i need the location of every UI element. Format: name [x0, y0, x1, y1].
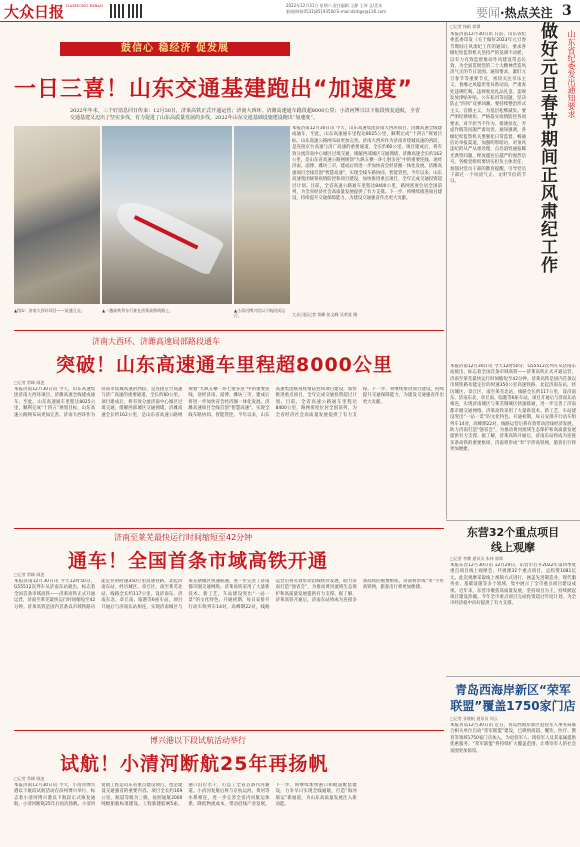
story4-kicker: 博兴港以下段试航活动举行	[150, 736, 246, 745]
lead-photos	[14, 126, 290, 326]
photo-river-navigation	[234, 126, 290, 304]
lead-headline: 一日三喜！山东交通基建跑出“加速度”	[14, 77, 413, 102]
story2-byline: □记者 常峰 顾凌	[14, 380, 45, 385]
story3-headline: 通车！全国首条市域高铁开通	[68, 550, 329, 572]
newspaper-logo: 大众日报	[4, 3, 65, 21]
sidebar-story3-title-2: 联盟”覆盖1750家门店	[450, 699, 576, 713]
contact-info: 新闻热线(0531)85193500 E-mail:dzrbgx@126.com	[286, 9, 386, 14]
sidebar-story2-title-1: 东营32个重点项目	[466, 526, 560, 539]
story3-kicker: 济南至莱芜最快运行时间缩短至42分钟	[114, 533, 253, 542]
sidebar-story3-byline: □记者 张晓帆 通讯员 刘云	[450, 716, 498, 721]
lead-continuation: 本报济南12月30日讯 今天，山东高速集团济南大西环项目、济潍高速全线建成通车，至此，山东高速通车里程达8025公里，顺利完成“十四五”规划目标，山东高速公路网布局更加完善。济南大西环作为济南市绕城高速的西段，是连接京台高速与济广高速的重要通道，全长约60公里。项目建成后，将有效分流济南中心城区过境交通，缓解西部城区交通拥堵。济潍高速全长约162公里，是山东省高速公路网规划“九纵五横一环七射多连”中的重要连线，途经济南、淄博、潍坊三市，建成后将进一步加快省会经济圈一体化发展。济潍高速项目全线首创“智慧高速”，实现全线车路协同、智能管控。今年以来，山东高速集团统筹疫情防控和项目建设，加快推进重点项目，全年完成交通投资超过计划。目前，全省高速公路通车里程达8400公里，路网密度位居全国前列，为全省经济社会高质量发展提供了有力支撑。下一步，将继续推进项目建设，持续提升交通保障能力，为建设交通强省作出更大贡献。	[292, 126, 442, 202]
sidebar-divider-2	[446, 676, 580, 677]
photo-caption-1: ▲图①：济南大西环项目——某通互交。	[14, 308, 85, 313]
photo-high-speed-train	[102, 126, 232, 304]
photo-byline: 大众日报记者 常峰 张文峰 吴荣欣 摄	[292, 312, 358, 317]
divider	[14, 330, 444, 331]
story3-byline: □记者 常峰 顾凌	[14, 572, 45, 577]
sidebar-story2-byline: □记者 李鹏 通讯员 朱林 郭谭	[450, 556, 503, 561]
sidebar-story3-title-1: 青岛西海岸新区“荣军	[455, 683, 571, 697]
sidebar-story2-title-2: 线上观摩	[491, 541, 535, 554]
story4-byline: □记者 常峰 顾凌	[14, 776, 45, 781]
page-number: 3	[562, 3, 572, 19]
lead-lede: 2022年年末，三个好消息同日传来：12月30日，济莱高铁正式开通运营；济南大西环、济潍高速通车路段超8000公里；小清河博兴以下航段恢复通航，全省交通基建又迈出了坚实步伐，有力促进了山东高质量发展的步伐，2022年山东交通基础设施建设跑出“加速度”。	[70, 108, 420, 121]
issue-date: 2022年12月31日 星期六 责任编辑 王静 王坤 文/美术	[286, 3, 383, 8]
divider-2	[14, 528, 444, 529]
sidebar-vertical-subtitle: 山东省纪委发出通知要求	[567, 30, 576, 118]
photo-caption-2: ▲一趟高铁列车行驶在济莱高铁线路上。	[102, 308, 174, 313]
story3-body: 本报济南12月30日讯 今天12时50分，G55512次列车从济南东站驶出，标志着全国首条市域高铁——济莱高铁正式开通运营，济南至莱芜最快运行时间缩短至42分钟。济莱高铁是国内首条以市域铁路功能定位的时速350公里高速铁路，北起济南东站，经历城区、章丘区，南至莱芜北站，线路全长约117公里，设济南东、济南东北、章丘南、临港等6座车站。项目开通后与济南东站相连，实现济南城区与莱芜钢城区快速联通，进一步完善了济南都市圈交通网络。济莱高铁采用了大量新技术、新工艺，车站建设突出“一站一景”的文化特色。开通初期，每日安排开行动车组列车14对，高峰期22对，线路运营后将有效带动沿线经济发展，助力济南打造“强省会”，为推动黄河流域生态保护和高质量发展提供有力支撑。据了解，济莱高铁开通后，济南东站将成为连接多条高铁的重要枢纽，济南将形成“米”字形高铁网，旅客出行将更加便捷。	[14, 579, 444, 610]
sidebar-story2-body: 本报东营12月30日讯 12月29日，东营市召开2022年第四季度重点项目线上观摩会，共观摩32个重点项目，总投资1081亿元。此次观摩采取线上视频方式进行，涵盖先进制造业、现代服务业、基础设施等多个领域，集中展示了全市重点项目建设成果。近年来，东营市聚焦高质量发展，坚持项目为王，持续掀起项目建设热潮。今年全市重点项目完成投资超过年度计划，为全市经济稳中向好提供了有力支撑。	[450, 563, 576, 607]
train-shape	[109, 194, 225, 276]
section-label: 要闻·热点关注	[476, 6, 553, 20]
sidebar-divider	[446, 520, 580, 521]
sidebar-story3-body: 本报青岛12月30日讯 近日，青岛西海岸新区退役军人事务局联合相关单位启动“荣军联盟”建设，已吸纳商超、餐饮、医疗、教育等领域1750家门店加入，为退役军人、现役军人及其家属提供优惠服务。“荣军联盟”将持续扩大覆盖范围，让尊崇军人的社会氛围更加浓厚。	[450, 723, 576, 754]
photo-interchange	[14, 126, 100, 304]
sidebar-body: 本报济南12月30日讯 日前，山东省纪委监委印发《关于做好2023年元旦春节期间正风肃纪工作的通知》，要求各级纪检监察机关坚持严的基调不动摇，以有力有效监督推动作风建设常态长效，为全面贯彻党的二十大精神营造风清气正的节日氛围。通知要求，紧盯元旦春节等重要节点，密切关注享乐主义、奢靡之风隐形变异新动向，严肃查处违规吃喝、违规收送礼品礼金、违规发放津贴补贴、公车私用等问题，坚决防止“四风”反弹回潮。要持续整治形式主义、官僚主义，为基层松绑减负。要严明纪律规矩，严格落实疫情防控各项要求，对不担当不作为、推诿扯皮、弄虚作假等问题严肃问责。通知强调，各级纪检监察机关要强化日常监督，畅通信访举报渠道，加强明察暗访，对顶风违纪的从严从重处理，点名道姓通报曝光典型问题，释放越往后越严的强烈信号。各级党组织要切实担负主体责任，加强对党员干部的教育提醒，引导党员干部过一个风清气正、文明节俭的节日。	[450, 32, 526, 185]
sidebar-body-continued: 本报济南12月30日讯 今天12时50分，G55512次列车从济南东站驶出，标志着全国首条市域高铁——济莱高铁正式开通运营，济南至莱芜最快运行时间缩短至42分钟。济莱高铁是国内首条以市域铁路功能定位的时速350公里高速铁路，北起济南东站，经历城区、章丘区，南至莱芜北站，线路全长约117公里，设济南东、济南东北、章丘南、临港等6座车站。项目开通后与济南东站相连，实现济南城区与莱芜钢城区快速联通，进一步完善了济南都市圈交通网络。济莱高铁采用了大量新技术、新工艺，车站建设突出“一站一景”的文化特色。开通初期，每日安排开行动车组列车14对，高峰期22对，线路运营后将有效带动沿线经济发展，助力济南打造“强省会”，为推动黄河流域生态保护和高质量发展提供有力支撑。据了解，济莱高铁开通后，济南东站将成为连接多条高铁的重要枢纽，济南将形成“米”字形高铁网，旅客出行将更加便捷。	[450, 364, 576, 453]
logo-subtitle: DAZHONG RIBAO	[66, 3, 104, 8]
story4-headline: 试航！小清河断航25年再扬帆	[60, 753, 329, 775]
divider-3	[14, 730, 444, 731]
qr-code-icon-2	[128, 4, 142, 18]
story2-headline: 突破！山东高速通车里程超8000公里	[56, 354, 393, 376]
theme-banner: 鼓信心 稳经济 促发展	[60, 42, 290, 56]
story4-body: 本报济南12月30日讯 今天，小清河博兴港以下航段试航活动在滨州博兴举行，标志着小清河博兴港以下航段正式恢复通航，小清河断航25年后再次扬帆。小清河复航工程是山东省重点建设项目，也是建设交通强省的重要内容。项目全长约169公里，航道等级为三级，按照通航2000吨级船舶标准建设。工程新建船闸5座、港口泊位若干，打造了全省首条内河通道。小清河复航后将与京杭运河、黄河等水系相连，进一步完善全省内河航运体系，降低物流成本，带动沿线产业发展。下一步，将继续加快港口和航道配套建设，力争早日实现全线通航，打造“海河联运”新通道，为山东高质量发展注入新动能。	[14, 783, 357, 808]
sidebar-byline: □记者 杨帆 郭谭	[450, 24, 481, 29]
qr-code-icon	[110, 4, 124, 18]
photo-caption-3: ▲小清河博兴段以下航段试运行。	[234, 308, 286, 318]
sidebar-vertical-title: 做好元旦春节期间正风肃纪工作	[537, 22, 557, 274]
story2-body: 本报济南12月30日讯 今天，山东高速集团济南大西环项目、济潍高速全线建成通车，至此，山东高速通车里程达8025公里，顺利完成“十四五”规划目标，山东高速公路网布局更加完善。济南大西环作为济南市绕城高速的西段，是连接京台高速与济广高速的重要通道，全长约60公里。项目建成后，将有效分流济南中心城区过境交通，缓解西部城区交通拥堵。济潍高速全长约162公里，是山东省高速公路网规划“九纵五横一环七射多连”中的重要连线，途经济南、淄博、潍坊三市，建成后将进一步加快省会经济圈一体化发展。济潍高速项目全线首创“智慧高速”，实现全线车路协同、智能管控。今年以来，山东高速集团统筹疫情防控和项目建设，加快推进重点项目，全年完成交通投资超过计划。目前，全省高速公路通车里程达8400公里，路网密度位居全国前列，为全省经济社会高质量发展提供了有力支撑。下一步，将继续推进项目建设，持续提升交通保障能力，为建设交通强省作出更大贡献。	[14, 387, 444, 418]
story2-kicker: 济南大西环、济潍高速局部路段通车	[92, 337, 220, 346]
